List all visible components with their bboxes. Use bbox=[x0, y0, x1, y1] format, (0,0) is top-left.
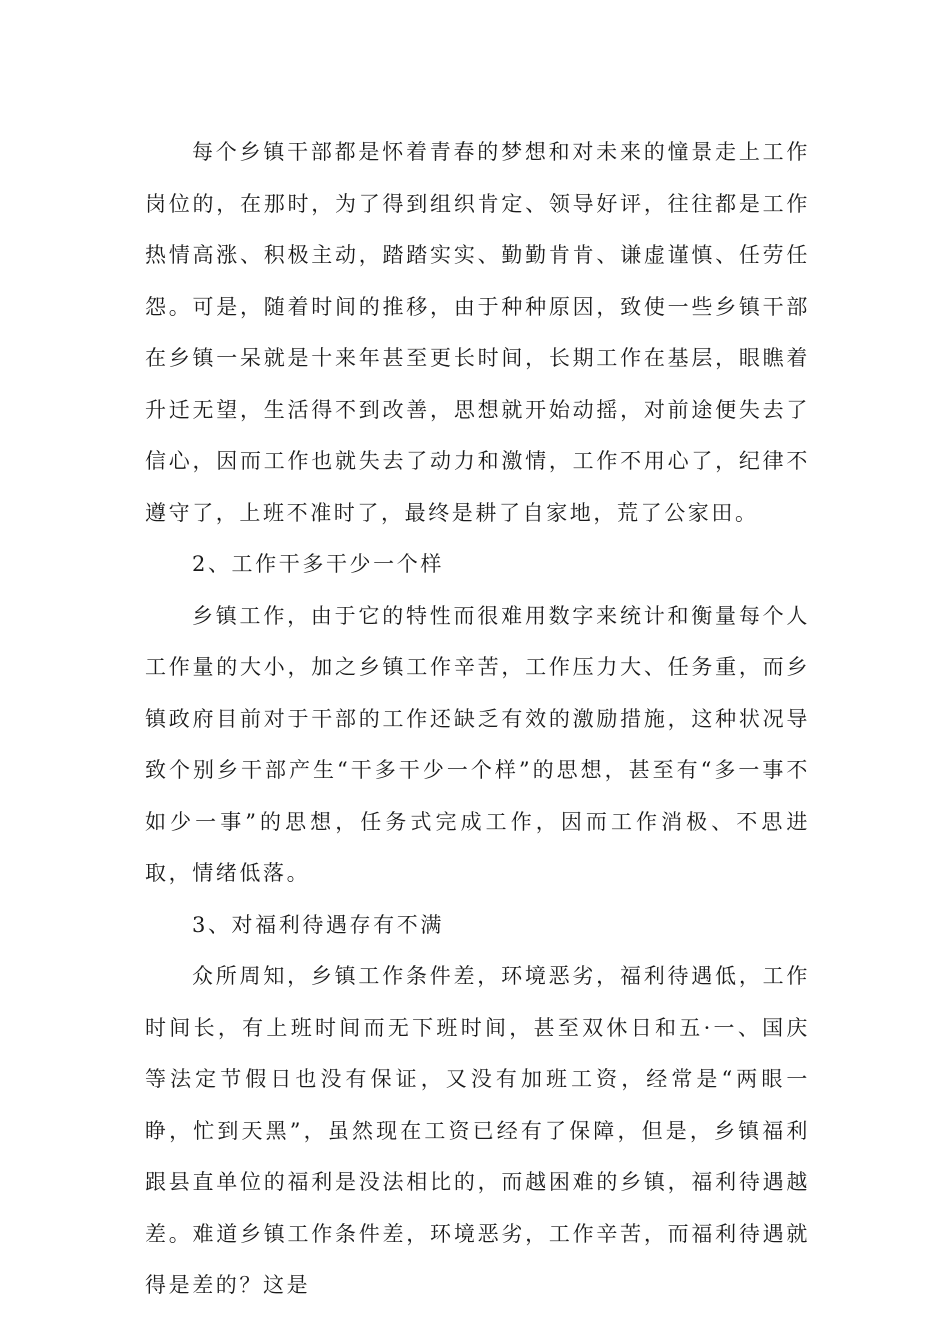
paragraph-3: 众所周知，乡镇工作条件差，环境恶劣，福利待遇低，工作时间长，有上班时间而无下班时间，甚至双休日和五·一、国庆等法定节假日也没有保证，又没有加班工资，经常是“两眼一睁，忙到天黑”，虽然现在工资已经有了保障，但是，乡镇福利跟县直单位的福利是没法相比的，而越困难的乡镇，福利待遇越差。难道乡镇工作条件差，环境恶劣，工作辛苦，而福利待遇就得是差的？这是 bbox=[145, 964, 810, 1297]
section-heading-2: 2、工作干多干少一个样 bbox=[192, 552, 444, 576]
section-heading-3: 3、对福利待遇存有不满 bbox=[192, 912, 444, 937]
paragraph-1: 每个乡镇干部都是怀着青春的梦想和对未来的憧景走上工作岗位的，在那时，为了得到组织肯定、领导好评，往往都是工作热情高涨、积极主动，踏踏实实、勤勤肯肯、谦虚谨慎、任劳任怨。可是，随着时间的推移，由于种种原因，致使一些乡镇干部在乡镇一呆就是十来年甚至更长时间，长期工作在基层，眼瞧着升迁无望，生活得不到改善，思想就开始动摇，对前途便失去了信心，因而工作也就失去了动力和激情，工作不用心了，纪律不遵守了，上班不准时了，最终是耕了自家地，荒了公家田。 bbox=[145, 140, 810, 525]
paragraph-2: 乡镇工作，由于它的特性而很难用数字来统计和衡量每个人工作量的大小，加之乡镇工作辛苦，工作压力大、任务重，而乡镇政府目前对于干部的工作还缺乏有效的激励措施，这种状况导致个别乡干部产生“干多干少一个样”的思想，甚至有“多一事不如少一事”的思想，任务式完成工作，因而工作消极、不思进取，情绪低落。 bbox=[145, 603, 810, 885]
document-body bbox=[145, 127, 810, 1312]
